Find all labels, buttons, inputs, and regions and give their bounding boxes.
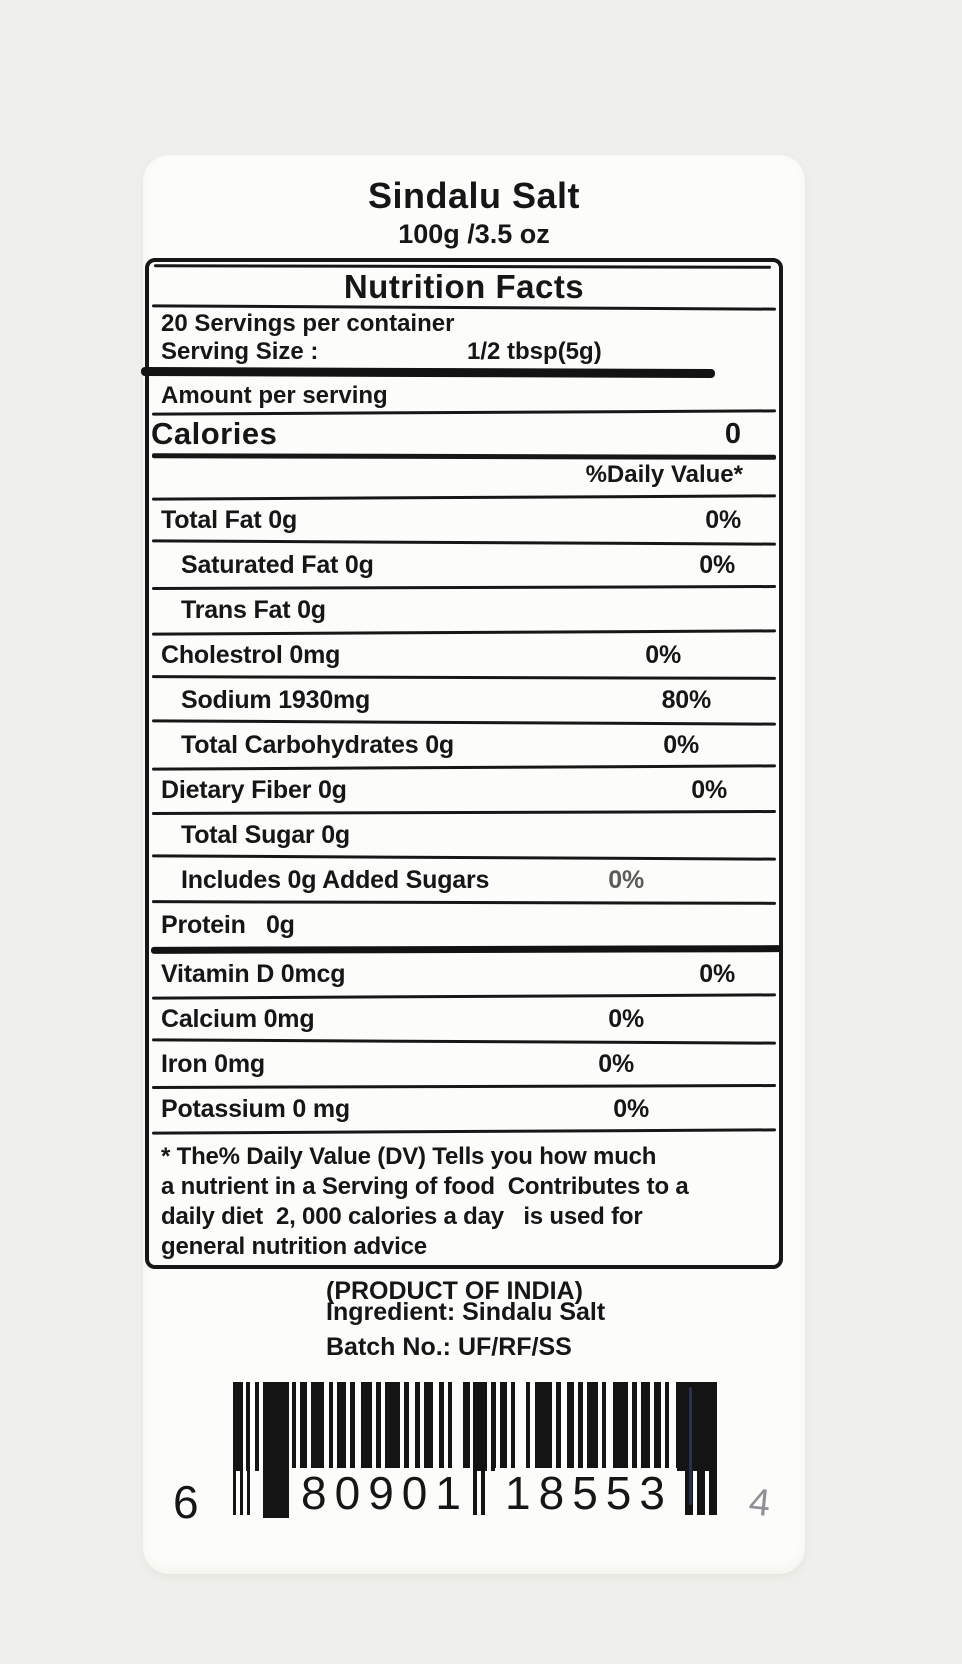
amount-per-serving: Amount per serving [161, 382, 388, 409]
barcode-bar [311, 1382, 324, 1471]
calories-row [149, 414, 779, 454]
barcode-bar [385, 1382, 400, 1471]
nutrient-row-calcium [149, 998, 779, 1040]
nutrient-row-protein [149, 904, 779, 946]
barcode-bar [587, 1382, 598, 1471]
nutrient-label: Includes 0g Added Sugars [181, 866, 490, 894]
nutrient-value: 0% [691, 776, 727, 804]
nutrient-label: Protein 0g [161, 911, 295, 939]
nutrient-label: Potassium 0 mg [161, 1095, 350, 1123]
footnote-line: daily diet 2, 000 calories a day is used for [161, 1203, 643, 1230]
nutrient-row-trans-fat [149, 589, 779, 631]
net-weight: 100g /3.5 oz [398, 219, 550, 249]
nutrient-value: 0% [613, 1095, 649, 1123]
nutrient-label: Iron 0mg [161, 1050, 265, 1078]
barcode-bar [613, 1382, 628, 1471]
nutrient-row-potassium [149, 1088, 779, 1130]
daily-value-header: %Daily Value* [585, 461, 743, 488]
barcode-bar [361, 1382, 372, 1471]
footnote-line: a nutrient in a Serving of food Contributes to a [161, 1173, 689, 1200]
nutrient-label: Trans Fat 0g [181, 596, 326, 624]
nutrient-label: Saturated Fat 0g [181, 551, 374, 579]
barcode-left-guard [233, 1382, 253, 1515]
barcode-space [515, 1382, 526, 1471]
nutrient-row-total-carbohydrates [149, 724, 779, 766]
nutrient-row-added-sugars [149, 859, 779, 901]
nutrient-label: Dietary Fiber 0g [161, 776, 347, 804]
nutrient-row-sodium [149, 679, 779, 721]
barcode-bar [641, 1382, 650, 1471]
nutrient-row-iron [149, 1043, 779, 1085]
origin-block [326, 1279, 605, 1360]
nutrition-facts-title: Nutrition Facts [343, 268, 585, 305]
nutrient-value: 0% [608, 866, 644, 894]
footnote-line: * The% Daily Value (DV) Tells you how much [161, 1143, 657, 1170]
nutrient-label: Total Sugar 0g [181, 821, 350, 849]
barcode-digits-group2: 18553 [495, 1468, 677, 1518]
nutrient-row-total-fat [149, 499, 779, 541]
batch-number: Batch No.: UF/RF/SS [326, 1333, 572, 1361]
nutrient-value: 0% [699, 960, 735, 988]
product-title: Sindalu Salt [367, 175, 581, 216]
calories-label: Calories [151, 416, 278, 451]
footnote-line: general nutrition advice [161, 1233, 427, 1260]
nutrient-label: Calcium 0mg [161, 1005, 315, 1033]
nutrient-value: 0% [598, 1050, 634, 1078]
barcode [233, 1382, 719, 1518]
pen-mark [689, 1387, 692, 1505]
barcode-bar [535, 1382, 552, 1471]
nutrient-row-saturated-fat [149, 544, 779, 586]
product-label [143, 155, 805, 1574]
product-of-line: (PRODUCT OF INDIA) [326, 1277, 583, 1305]
thick-divider [141, 367, 715, 378]
serving-size-value: 1/2 tbsp(5g) [467, 338, 602, 365]
nutrient-label: Sodium 1930mg [181, 686, 371, 714]
barcode-middle-guard [473, 1382, 488, 1515]
nutrient-row-vitamin-d [149, 953, 779, 995]
ingredient-line: Ingredient: Sindalu Salt [326, 1298, 606, 1326]
nutrient-value: 80% [661, 686, 711, 714]
servings-per-container: 20 Servings per container [161, 310, 455, 337]
nutrient-value: 0% [699, 551, 735, 579]
serving-size-label: Serving Size : [161, 338, 319, 365]
nutrient-value: 0% [608, 1005, 644, 1033]
daily-value-footnote [149, 1133, 779, 1265]
barcode-digits-group1: 80901 [291, 1468, 473, 1518]
nutrient-row-total-sugar [149, 814, 779, 856]
nutrient-label: Cholestrol 0mg [161, 641, 341, 669]
barcode-digit-left: 6 [173, 1476, 199, 1528]
barcode-wide-bar [263, 1382, 289, 1518]
serving-size-row [149, 336, 779, 367]
nutrient-value: 0% [663, 731, 699, 759]
nutrient-label: Total Fat 0g [161, 506, 298, 534]
nutrient-row-dietary-fiber [149, 769, 779, 811]
calories-value: 0 [724, 418, 741, 450]
barcode-digit-right: 4 [746, 1481, 773, 1525]
nutrient-value: 0% [645, 641, 681, 669]
nutrient-value: 0% [705, 506, 741, 534]
nutrient-label: Total Carbohydrates 0g [181, 731, 454, 759]
barcode-bar [424, 1382, 433, 1471]
barcode-bar [337, 1382, 346, 1471]
nutrition-facts-panel [145, 258, 783, 1269]
nutrient-label: Vitamin D 0mcg [161, 960, 346, 988]
nutrient-row-cholesterol [149, 634, 779, 676]
barcode-space [452, 1382, 463, 1471]
